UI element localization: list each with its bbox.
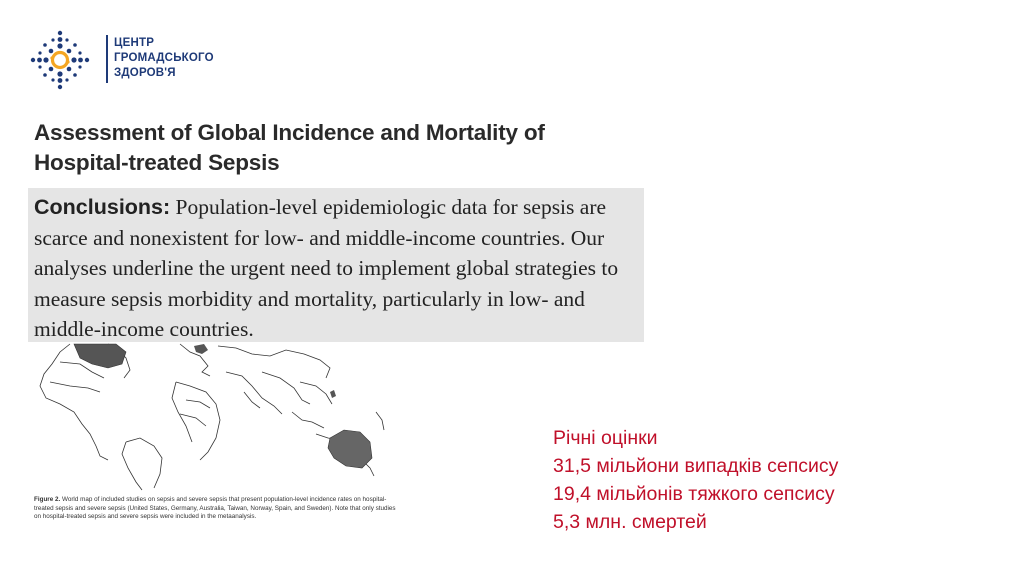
conclusions-label: Conclusions: [34,195,171,219]
map-highlight-australia [328,430,372,468]
estimates-severe-cases: 19,4 мільйонів тяжкого сепсису [553,483,835,505]
paper-title: Assessment of Global Incidence and Mortality of Hospital-treated Sepsis [34,120,545,175]
map-highlight-taiwan [330,390,336,398]
figure-caption-text: World map of included studies on sepsis and severe sepsis that present population-level incidence rates on hospital-treated sepsis and severe sepsis (United States, Germany, Australia, Taiwan, Norway, Spain, and Sweden). Note that only studies on hospital-treated sepsis and severe sepsis were included in the metaanalysis. [34,496,396,520]
map-highlight-united-states [74,344,126,368]
organization-logo [30,30,214,90]
logo-wordmark [114,36,214,81]
logo-line-3: ЗДОРОВ'Я [114,67,176,79]
conclusions-body: Population-level epidemiologic data for sepsis are scarce and nonexistent for low- and middle-income countries. Our analyses underline the urgent need to implement global strategies to measure sepsis morbidity and mortality, particularly in low- and middle-income countries. [34,195,619,341]
conclusions-paragraph [34,192,644,345]
figure-caption [34,496,402,522]
logo-line-2: ГРОМАДСЬКОГО [114,52,214,64]
annual-estimates [553,424,973,536]
map-highlight-europe [194,344,208,354]
conclusions-box [28,188,644,342]
estimates-deaths: 5,3 млн. смертей [553,511,707,533]
logo-divider [106,35,108,83]
world-map-image [30,342,390,492]
logo-mark-icon [30,30,90,90]
estimates-cases: 31,5 мільйони випадків сепсису [553,455,839,477]
figure-caption-label: Figure 2. [34,496,61,503]
logo-line-1: ЦЕНТР [114,37,155,49]
estimates-heading: Річні оцінки [553,427,658,449]
